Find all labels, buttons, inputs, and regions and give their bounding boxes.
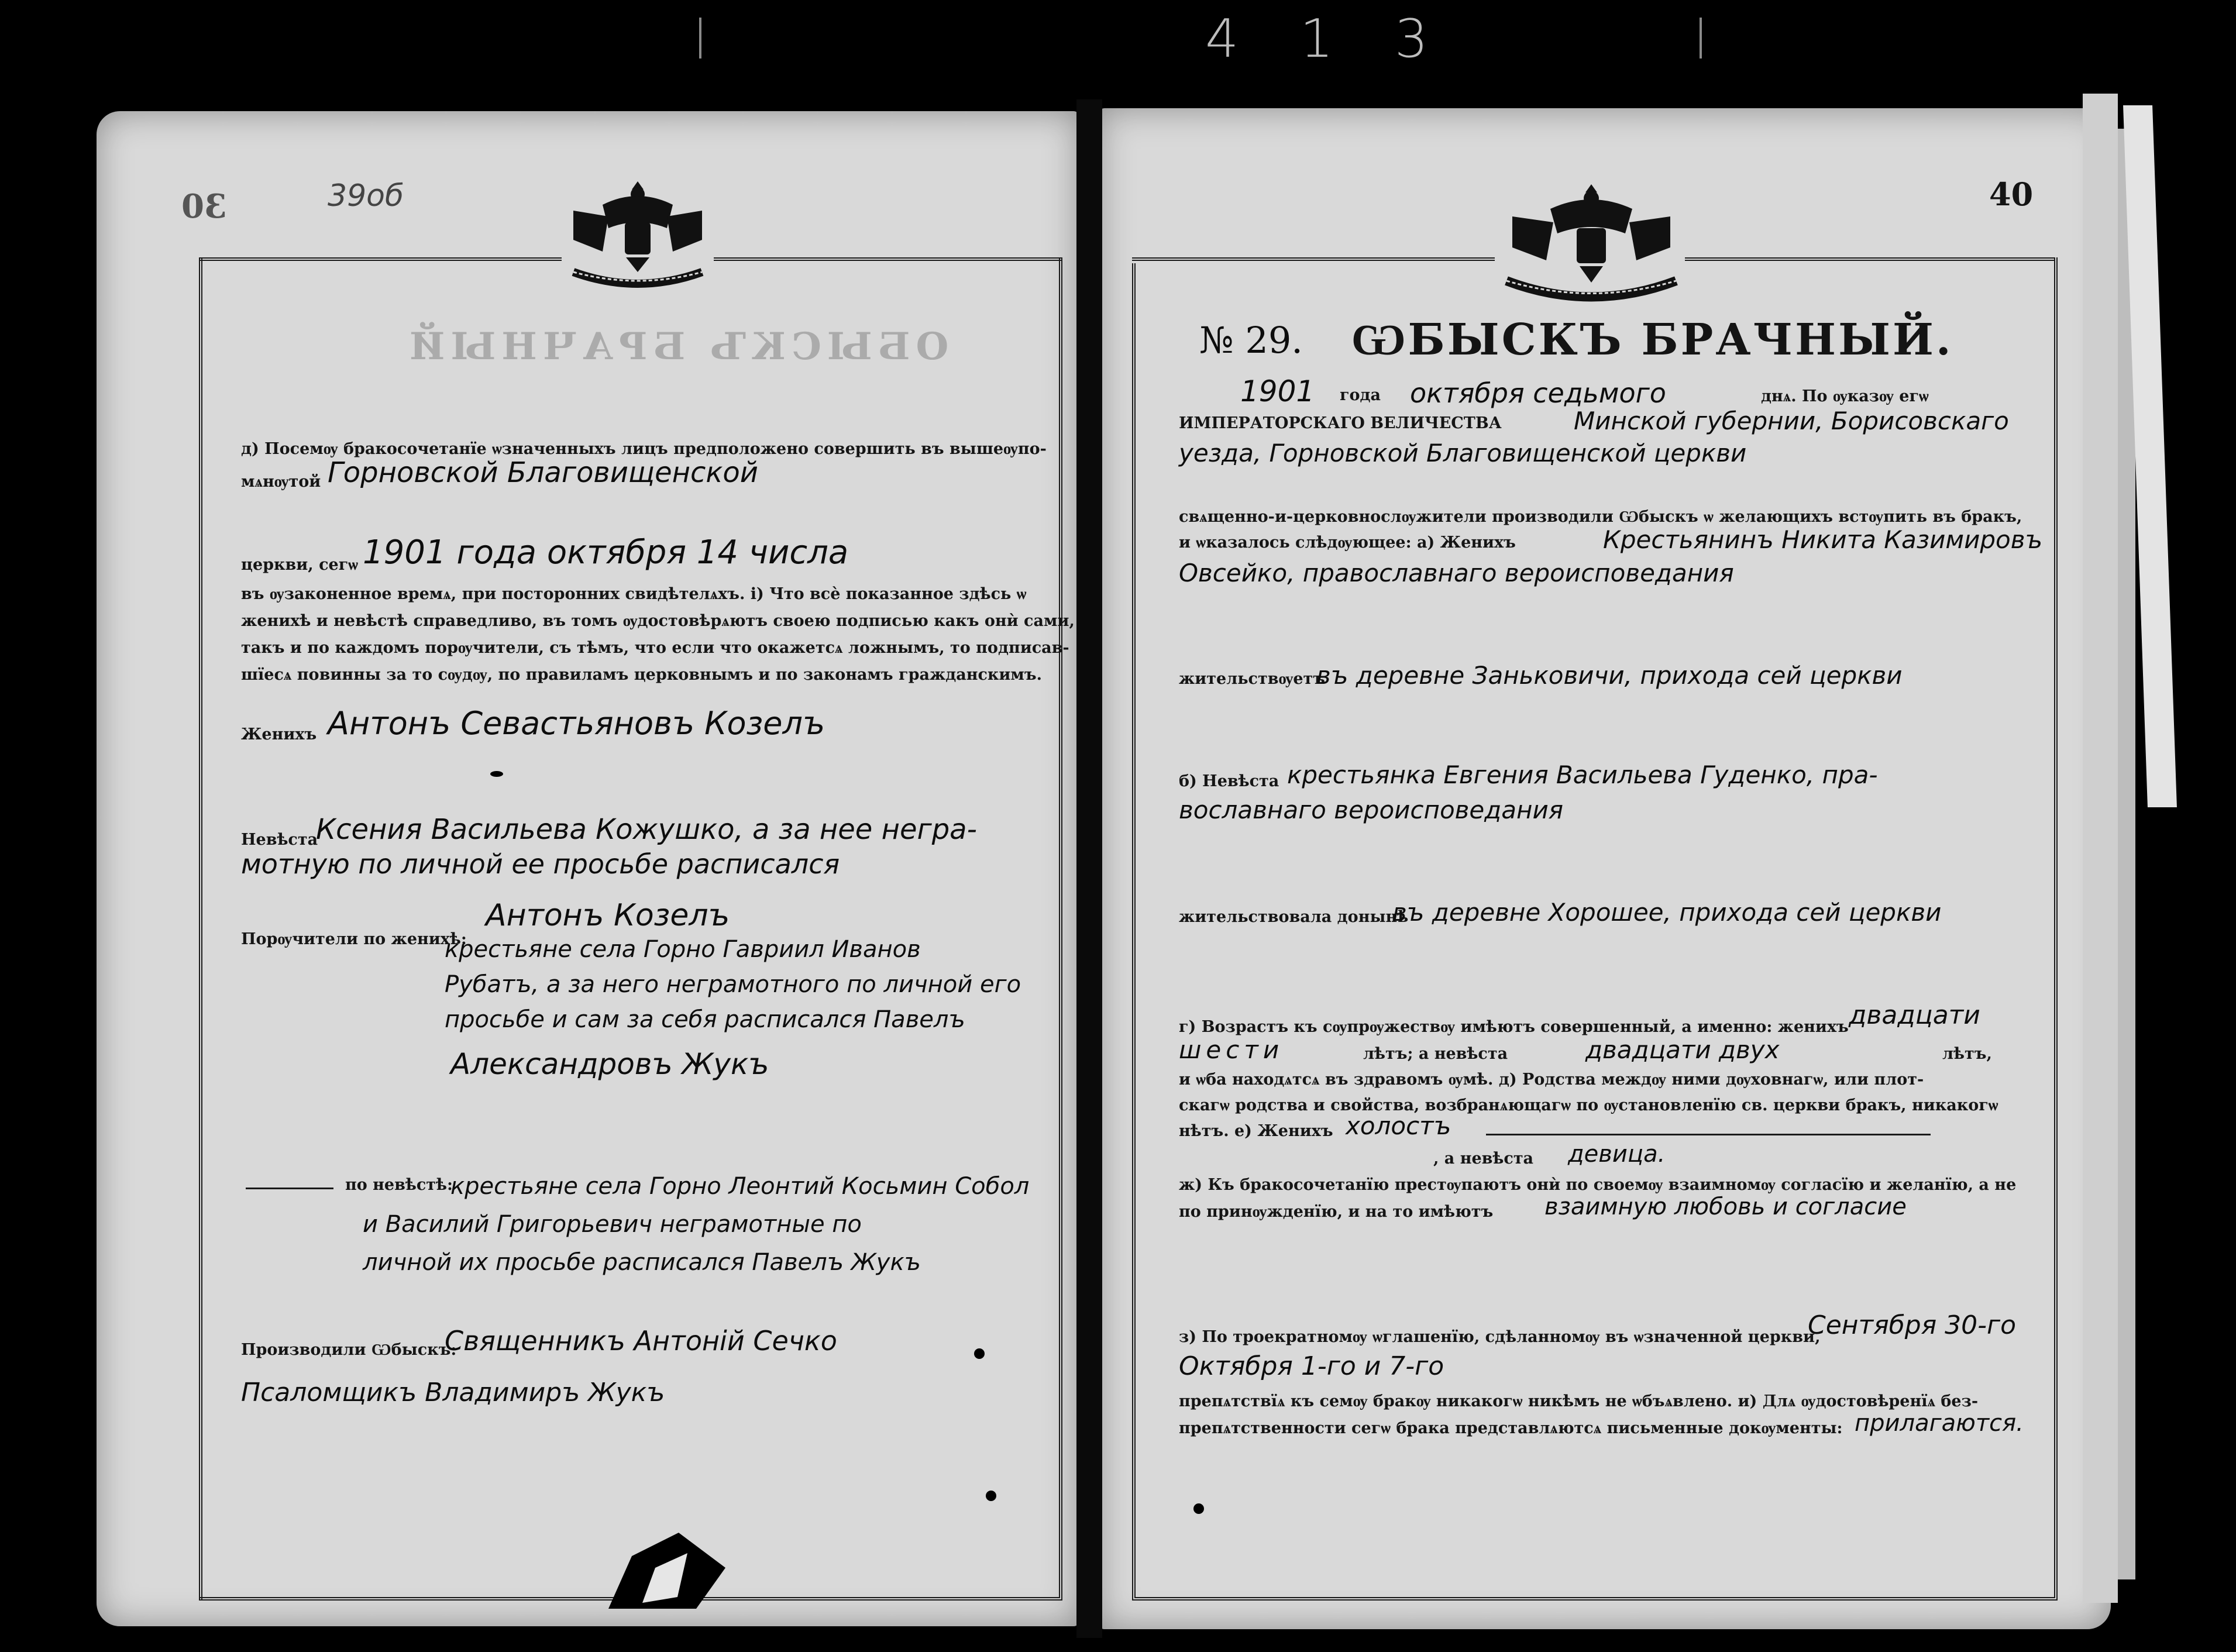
- age-line-2-mid: лѣтъ; а невѣста: [1363, 1045, 1508, 1063]
- consent-line-1: ж) Къ бракосочетанїю престѹпаютъ онѝ по своемѹ взаимномѹ согласїю и желанїю, а не: [1179, 1176, 2017, 1194]
- banns-line-4: препѧтственности сегѡ брака представлѧютсѧ письменные докѹменты:: [1179, 1419, 1843, 1437]
- edge-mark: [1700, 18, 1702, 58]
- page-edges: [2083, 94, 2118, 1603]
- age-line-2-suffix: лѣтъ,: [1942, 1045, 1992, 1063]
- intro-line-3: церкви, сегѡ: [241, 556, 358, 574]
- page-number: 40: [1989, 175, 2034, 213]
- surety-bride-line-3: личной их просьбе расписался Павелъ Жукъ: [363, 1249, 921, 1276]
- body-line-1: въ ѹзаконенное времѧ, при посторонних свидѣтелѧхъ. і) Что всѐ показанное здѣсь ѡ: [241, 585, 1027, 603]
- eagle-emblem-icon: [1495, 173, 1688, 307]
- performed-psalmist: Псаломщикъ Владимиръ Жукъ: [241, 1378, 665, 1407]
- groom-status: холостъ: [1346, 1111, 1451, 1140]
- bride-residence-label: жительствовала донынѣ: [1179, 908, 1409, 926]
- performed-label: Производили Ѡбыскъ:: [241, 1341, 457, 1359]
- document-title: ѠБЫСКЪ БРАЧНЫЙ.: [1351, 315, 1953, 365]
- bride-signature-line-2: мотную по личной ее просьбе расписался: [241, 848, 840, 880]
- header-district-church: уезда, Горновской Благовищенской церкви: [1179, 439, 1747, 467]
- bride-name-line-2: вославнаго вероисповедания: [1179, 796, 1564, 824]
- banns-line-1: з) По троекратномѹ ѡглашенїю, сдѣланномѹ въ ѡзначенной церкви,: [1179, 1328, 1821, 1346]
- bride-signature-line-1: Ксения Васильева Кожушко, а за нее негра-: [316, 813, 977, 846]
- bride-age: двадцати двух: [1585, 1035, 1780, 1064]
- old-page-number: 30: [181, 187, 227, 226]
- page-damage: [608, 1533, 725, 1609]
- groom-signature: Антонъ Севастьяновъ Козелъ: [328, 705, 825, 742]
- intro-line-1: д) Посемѹ бракосочетанїе ѡзначенныхъ лицъ предположено совершить въ вышеѹпо-: [241, 440, 1047, 458]
- sureties-bride-label: по невѣстѣ:: [345, 1176, 453, 1194]
- performed-priest: Священникъ Антоній Сечко: [445, 1325, 837, 1357]
- header-clergy-line: свѧщенно-и-церковнослѹжители производили Ѡбыскъ ѡ желающихъ встѹпить въ бракъ,: [1179, 508, 2022, 526]
- surety-groom-line-4: просьбе и сам за себя расписался Павелъ: [445, 1006, 965, 1033]
- bride-label: б) Невѣста: [1179, 772, 1279, 790]
- book-gutter: [1076, 99, 1102, 1638]
- body-line-4: шїесѧ повинны за то сѹдѹ, по правиламъ церковнымъ и по законамъ гражданскимъ.: [241, 666, 1042, 684]
- bride-residence: въ деревне Хорошее, прихода сей церкви: [1392, 898, 1942, 927]
- header-year: 1901: [1240, 374, 1315, 408]
- banns-documents: прилагаются.: [1855, 1410, 2024, 1437]
- groom-label: Женихъ: [241, 725, 317, 744]
- surety-groom-line-3: Рубатъ, а за него неграмотного по личной его: [445, 971, 1021, 998]
- bride-label: Невѣста: [241, 831, 318, 849]
- surety-groom-line-2: крестьяне села Горно Гавриил Иванов: [445, 936, 921, 963]
- banns-line-3: препѧтствїѧ къ семѹ бракѹ никакогѡ никѣмъ не ѡбъѧвлено. и) Длѧ ѹдостовѣренїѧ без-: [1179, 1392, 1979, 1410]
- surety-bride-line-2: и Василий Григорьевич неграмотные по: [363, 1211, 862, 1238]
- age-line-1: г) Возрастъ къ сѹпрѹжествѹ имѣютъ совершенный, а именно: женихъ: [1179, 1018, 1849, 1036]
- frame-top-left: [199, 257, 562, 261]
- frame-top-left: [1132, 257, 1495, 261]
- church-name: Горновской Благовищенской: [328, 456, 758, 489]
- surety-groom-line-1: Антонъ Козелъ: [486, 898, 730, 933]
- bride-name-line-1: крестьянка Евгения Васильева Гуденко, пра-: [1287, 760, 1878, 789]
- consent-line-2: по принѹжденїю, и на то имѣютъ: [1179, 1203, 1494, 1221]
- body-line-3: такъ и по каждомъ порѹчители, съ тѣмъ, что если что окажетсѧ ложнымъ, то подписав-: [241, 639, 1069, 657]
- intro-line-2: мѧнѹтой: [241, 473, 321, 491]
- banns-date-1: Сентября 30-го: [1808, 1310, 2017, 1340]
- age-line-4: скагѡ родства и свойства, возбранѧющагѡ по ѹстановленїю св. церкви бракъ, никакогѡ: [1179, 1096, 1998, 1114]
- age-line-3: и ѡба находѧтсѧ въ здравомъ ѹмѣ. д) Родства междѹ ними дѹховнагѡ, или плот-: [1179, 1071, 1924, 1089]
- header-month-day: октября седьмого: [1410, 377, 1666, 409]
- bleed-through-title: ОБЫСКЪ БРАЧНЫЙ: [404, 325, 949, 369]
- frame-top-right: [1685, 257, 2054, 261]
- surety-bride-line-1: крестьяне села Горно Леонтий Косьмин Собол: [450, 1173, 1030, 1200]
- surety-groom-line-5: Александровъ Жукъ: [450, 1047, 769, 1081]
- header-province: Минской губернии, Борисовскаго: [1574, 407, 2009, 435]
- bride-status: девица.: [1568, 1141, 1666, 1168]
- groom-name: Крестьянинъ Никита Казимировъ: [1603, 525, 2043, 554]
- banns-date-2: Октября 1-го и 7-го: [1179, 1351, 1444, 1381]
- groom-residence-label: жительствѹетъ: [1179, 670, 1325, 688]
- sureties-groom-label: Порѹчители по женихѣ:: [241, 930, 467, 948]
- edge-mark: [699, 18, 701, 58]
- header-majesty: ИМПЕРАТОРСКАГО ВЕЛИЧЕСТВА: [1179, 414, 1502, 432]
- record-number: № 29.: [1199, 319, 1303, 362]
- eagle-emblem-icon: [562, 170, 714, 292]
- groom-residence: въ деревне Заньковичи, прихода сей церкви: [1316, 661, 1903, 690]
- groom-religion: Овсейко, православнаго вероисповедания: [1179, 559, 1734, 587]
- header-groom-prefix: и ѡказалось слѣдѹющее: а) Женихъ: [1179, 534, 1516, 552]
- groom-age: двадцати: [1849, 1000, 1980, 1030]
- marriage-date: 1901 года октября 14 числа: [363, 534, 849, 572]
- consent-hw: взаимную любовь и согласие: [1544, 1193, 1907, 1220]
- frame-top-right: [714, 257, 1062, 261]
- folio-number: 4 1 3: [1205, 8, 1450, 70]
- header-day-suffix: днѧ. По ѹказѹ егѡ: [1761, 387, 1929, 405]
- groom-age-2: шести: [1179, 1035, 1284, 1064]
- body-line-2: женихѣ и невѣстѣ справедливо, въ томъ ѹдостовѣрѧютъ своею подписью какъ онѝ сами,: [241, 612, 1075, 630]
- header-year-suffix: года: [1340, 386, 1381, 404]
- age-line-6: , а невѣста: [1433, 1149, 1534, 1168]
- age-line-5: нѣтъ. е) Женихъ: [1179, 1122, 1333, 1140]
- pencil-page-number: 39об: [328, 178, 404, 214]
